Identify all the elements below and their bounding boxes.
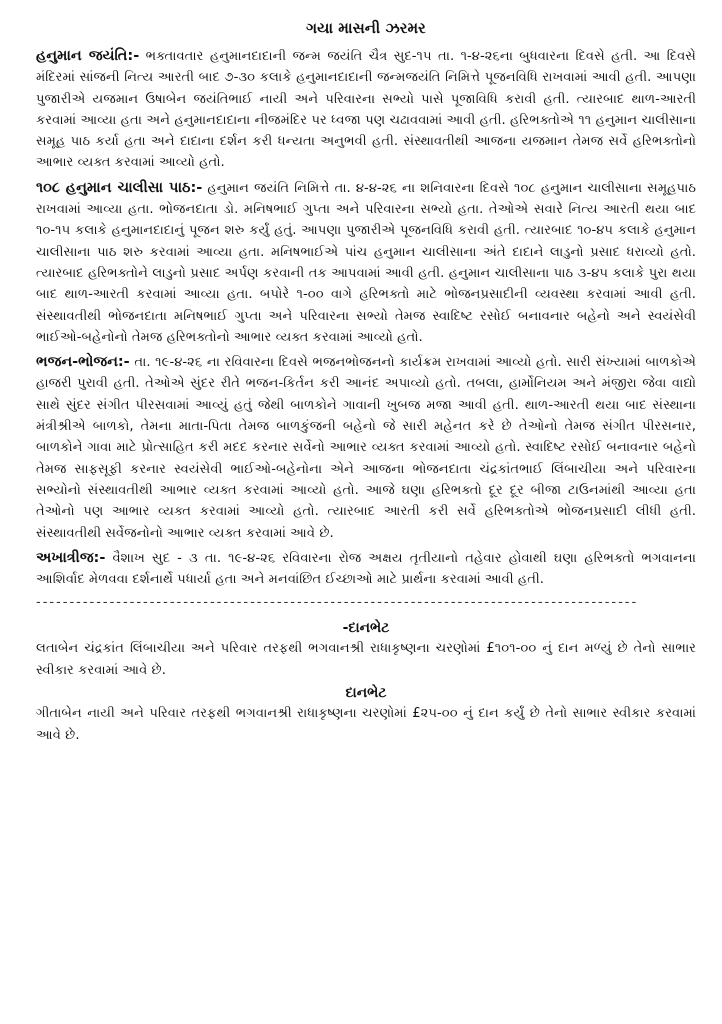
- section-heading: ૧૦૮ હનુમાન ચાલીસા પાઠ:-: [36, 179, 203, 196]
- section-body: ભક્તાવતાર હનુમાનદાદાની જન્મ જયંતિ ચૈત્ર સુદ-૧૫ તા. ૧-૪-૨૬ના બુધવારના દિવસે હતી. આ દિવસે મંદિરમાં સાંજની નિત્ય આરતી બાદ ૭-૩૦ કલાકે હનુમાનદાદાની જન્મજયંતિ નિમિત્તે પૂજનવિધિ રાખવામાં આવી હતી. આપણા પુજારીએ યજમાન ઉષાબેન જયંતિભાઈ નાયી અને પરિવારના સભ્યો પાસે પૂજાવિધિ કરાવી હતી. ત્યારબાદ થાળ-આરતી કરવામાં આવ્યા હતા અને હનુમાનદાદાના નીજમંદિર પર ધ્વજા પણ ચઢાવવામાં આવી હતી. હરિભક્તોએ ૧૧ હનુમાન ચાલીસાના સમૂહ પાઠ કર્યા હતા અને દાદાના દર્શન કરી ધન્યતા અનુભવી હતી. સંસ્થાવતીથી આજના યજમાન તેમજ સર્વે હરિભક્તોનો આભાર વ્યક્ત કરવામાં આવ્યો હતો.: [36, 49, 696, 171]
- donation-heading: દાનભેટ: [345, 685, 387, 702]
- section-hanuman-chalisa: [36, 178, 696, 348]
- newsletter-page: [36, 18, 696, 748]
- section-hanuman-jayanti: [36, 46, 696, 174]
- section-heading: અખાત્રીજ:-: [36, 549, 106, 566]
- donation-text: ગીતાબેન નાયી અને પરિવાર તરફથી ભગવાનશ્રી રાધાકૃષ્ણના ચરણોમાં £૨૫-૦૦ નું દાન કર્યું છે તેનો સાભાર સ્વીકાર કરવામાં આવે છે.: [36, 706, 696, 743]
- donation-text: લતાબેન ચંદ્રકાંત લિંબાચીયા અને પરિવાર તરફથી ભગવાનશ્રી રાધાકૃષ્ણના ચરણોમાં £૧૦૧-૦૦ નું દાન મળ્યું છે તેનો સાભાર સ્વીકાર કરવામાં આવે છે.: [36, 641, 696, 678]
- section-bhajan-bhojan: [36, 352, 696, 544]
- section-heading: ભજન-ભોજન:-: [36, 354, 130, 371]
- donation-heading: -દાનભેટ: [342, 620, 390, 637]
- section-body: હનુમાન જયંતિ નિમિત્તે તા. ૪-૪-૨૬ ના શનિવારના દિવસે ૧૦૮ હનુમાન ચાલીસાના સમૂહપાઠ રાખવામાં આવ્યા હતા. ભોજનદાતા ડો. મનિષભાઈ ગુપ્તા અને પરિવારના સભ્યો હતા. તેઓએ સવારે નિત્ય આરતી થયા બાદ ૧૦-૧૫ કલાકે હનુમાનદાદાનું પૂજન શરુ કર્યું હતું. આપણા પુજારીએ પૂજનવિધિ કરાવી હતી. ત્યારબાદ ૧૦-૪૫ કલાકે હનુમાન ચાલીસાના પાઠ શરુ કરવામાં આવ્યા હતા. મનિષભાઈએ પાંચ હનુમાન ચાલીસાના અંતે દાદાને લાડુનો પ્રસાદ ધરાવ્યો હતો. ત્યારબાદ હરિભક્તોને લાડુનો પ્રસાદ અર્પણ કરવાની તક આપવામાં આવી હતી. હનુમાન ચાલીસાના પાઠ ૩-૪૫ કલાકે પુરા થયા બાદ થાળ-આરતી કરવામાં આવ્યા હતા. બપોરે ૧-૦૦ વાગે હરિભક્તો માટે ભોજનપ્રસાદીની વ્યવસ્થા કરવામાં આવી હતી. સંસ્થાવતીથી ભોજનદાતા મનિષભાઈ ગુપ્તા અને પરિવારના સભ્યો તેમજ સ્વાદિષ્ટ રસોઈ બનાવનાર બહેનો અને સ્વયંસેવી ભાઈઓ-બહેનોનો તેમજ હરિભક્તોનો આભાર વ્યક્ત કરવામાં આવ્યો હતો.: [36, 180, 696, 345]
- section-body: તા. ૧૯-૪-૨૬ ના રવિવારના દિવસે ભજનભોજનનો કાર્યક્રમ રાખવામાં આવ્યો હતો. સારી સંખ્યામાં બાળકોએ હાજરી પુરાવી હતી. તેઓએ સુંદર રીતે ભજન-કિર્તન કરી આનંદ અપાવ્યો હતો. તબલા, હાર્મોનિયમ અને મંજીરા જેવા વાદ્યો સાથે સુંદર સંગીત પીરસવામાં આવ્યું હતું જેથી બાળકોને ગાવાની ખુબજ મજા આવી હતી. થાળ-આરતી થયા બાદ સંસ્થાના મંત્રીશ્રીએ બાળકો, તેમના માતા-પિતા તેમજ બાળકુંજની બહેનો જે સારી મહેનત કરે છે તેઓનો તેમજ સંગીત પીરસનાર, બાળકોને ગાવા માટે પ્રોત્સાહિત કરી મદદ કરનાર સર્વેનો આભાર વ્યક્ત કરવામાં આવ્યો હતો. સ્વાદિષ્ટ રસોઈ બનાવનાર બહેનો તેમજ સાફસૂફી કરનાર સ્વયંસેવી ભાઈઓ-બહેનોના એને આજના ભોજનદાતા ચંદ્રકાંતભાઈ લિંબાચીયા અને પરિવારના સભ્યોનો સંસ્થાવતીથી આભાર વ્યક્ત કરવામાં આવ્યો હતો. આજે ઘણા હરિભક્તો દૂર દૂર બીજા ટાઉનમાંથી આવ્યા હતા તેઓનો પણ આભાર વ્યક્ત કરવામાં આવ્યો હતો. ત્યારબાદ આરતી કરી સર્વે હરિભક્તોએ ભોજનપ્રસાદી લીધી હતી. સંસ્થાવતીથી સર્વેજનોનો આભાર વ્યક્ત કરવામાં આવે છે.: [36, 355, 696, 541]
- section-akhatrij: [36, 548, 696, 591]
- section-heading: હનુમાન જયંતિ:-: [36, 48, 140, 64]
- section-body: વૈશાખ સુદ - ૩ તા. ૧૯-૪-૨૬ રવિવારના રોજ અક્ષય તૃતીયાનો તહેવાર હોવાથી ઘણા હરિભક્તો ભગવાનના આશિર્વાદ મેળવવા દર્શનાર્થે પધાર્યા હતા અને મનવાંછિત ઈચ્છાઓ માટે પ્રાર્થના કરવામાં આવી હતી.: [36, 550, 696, 588]
- dashed-divider: ------------------------------------------------------------------------------------------: [36, 595, 639, 611]
- page-title: ગયા માસની ઝરમર: [306, 19, 426, 37]
